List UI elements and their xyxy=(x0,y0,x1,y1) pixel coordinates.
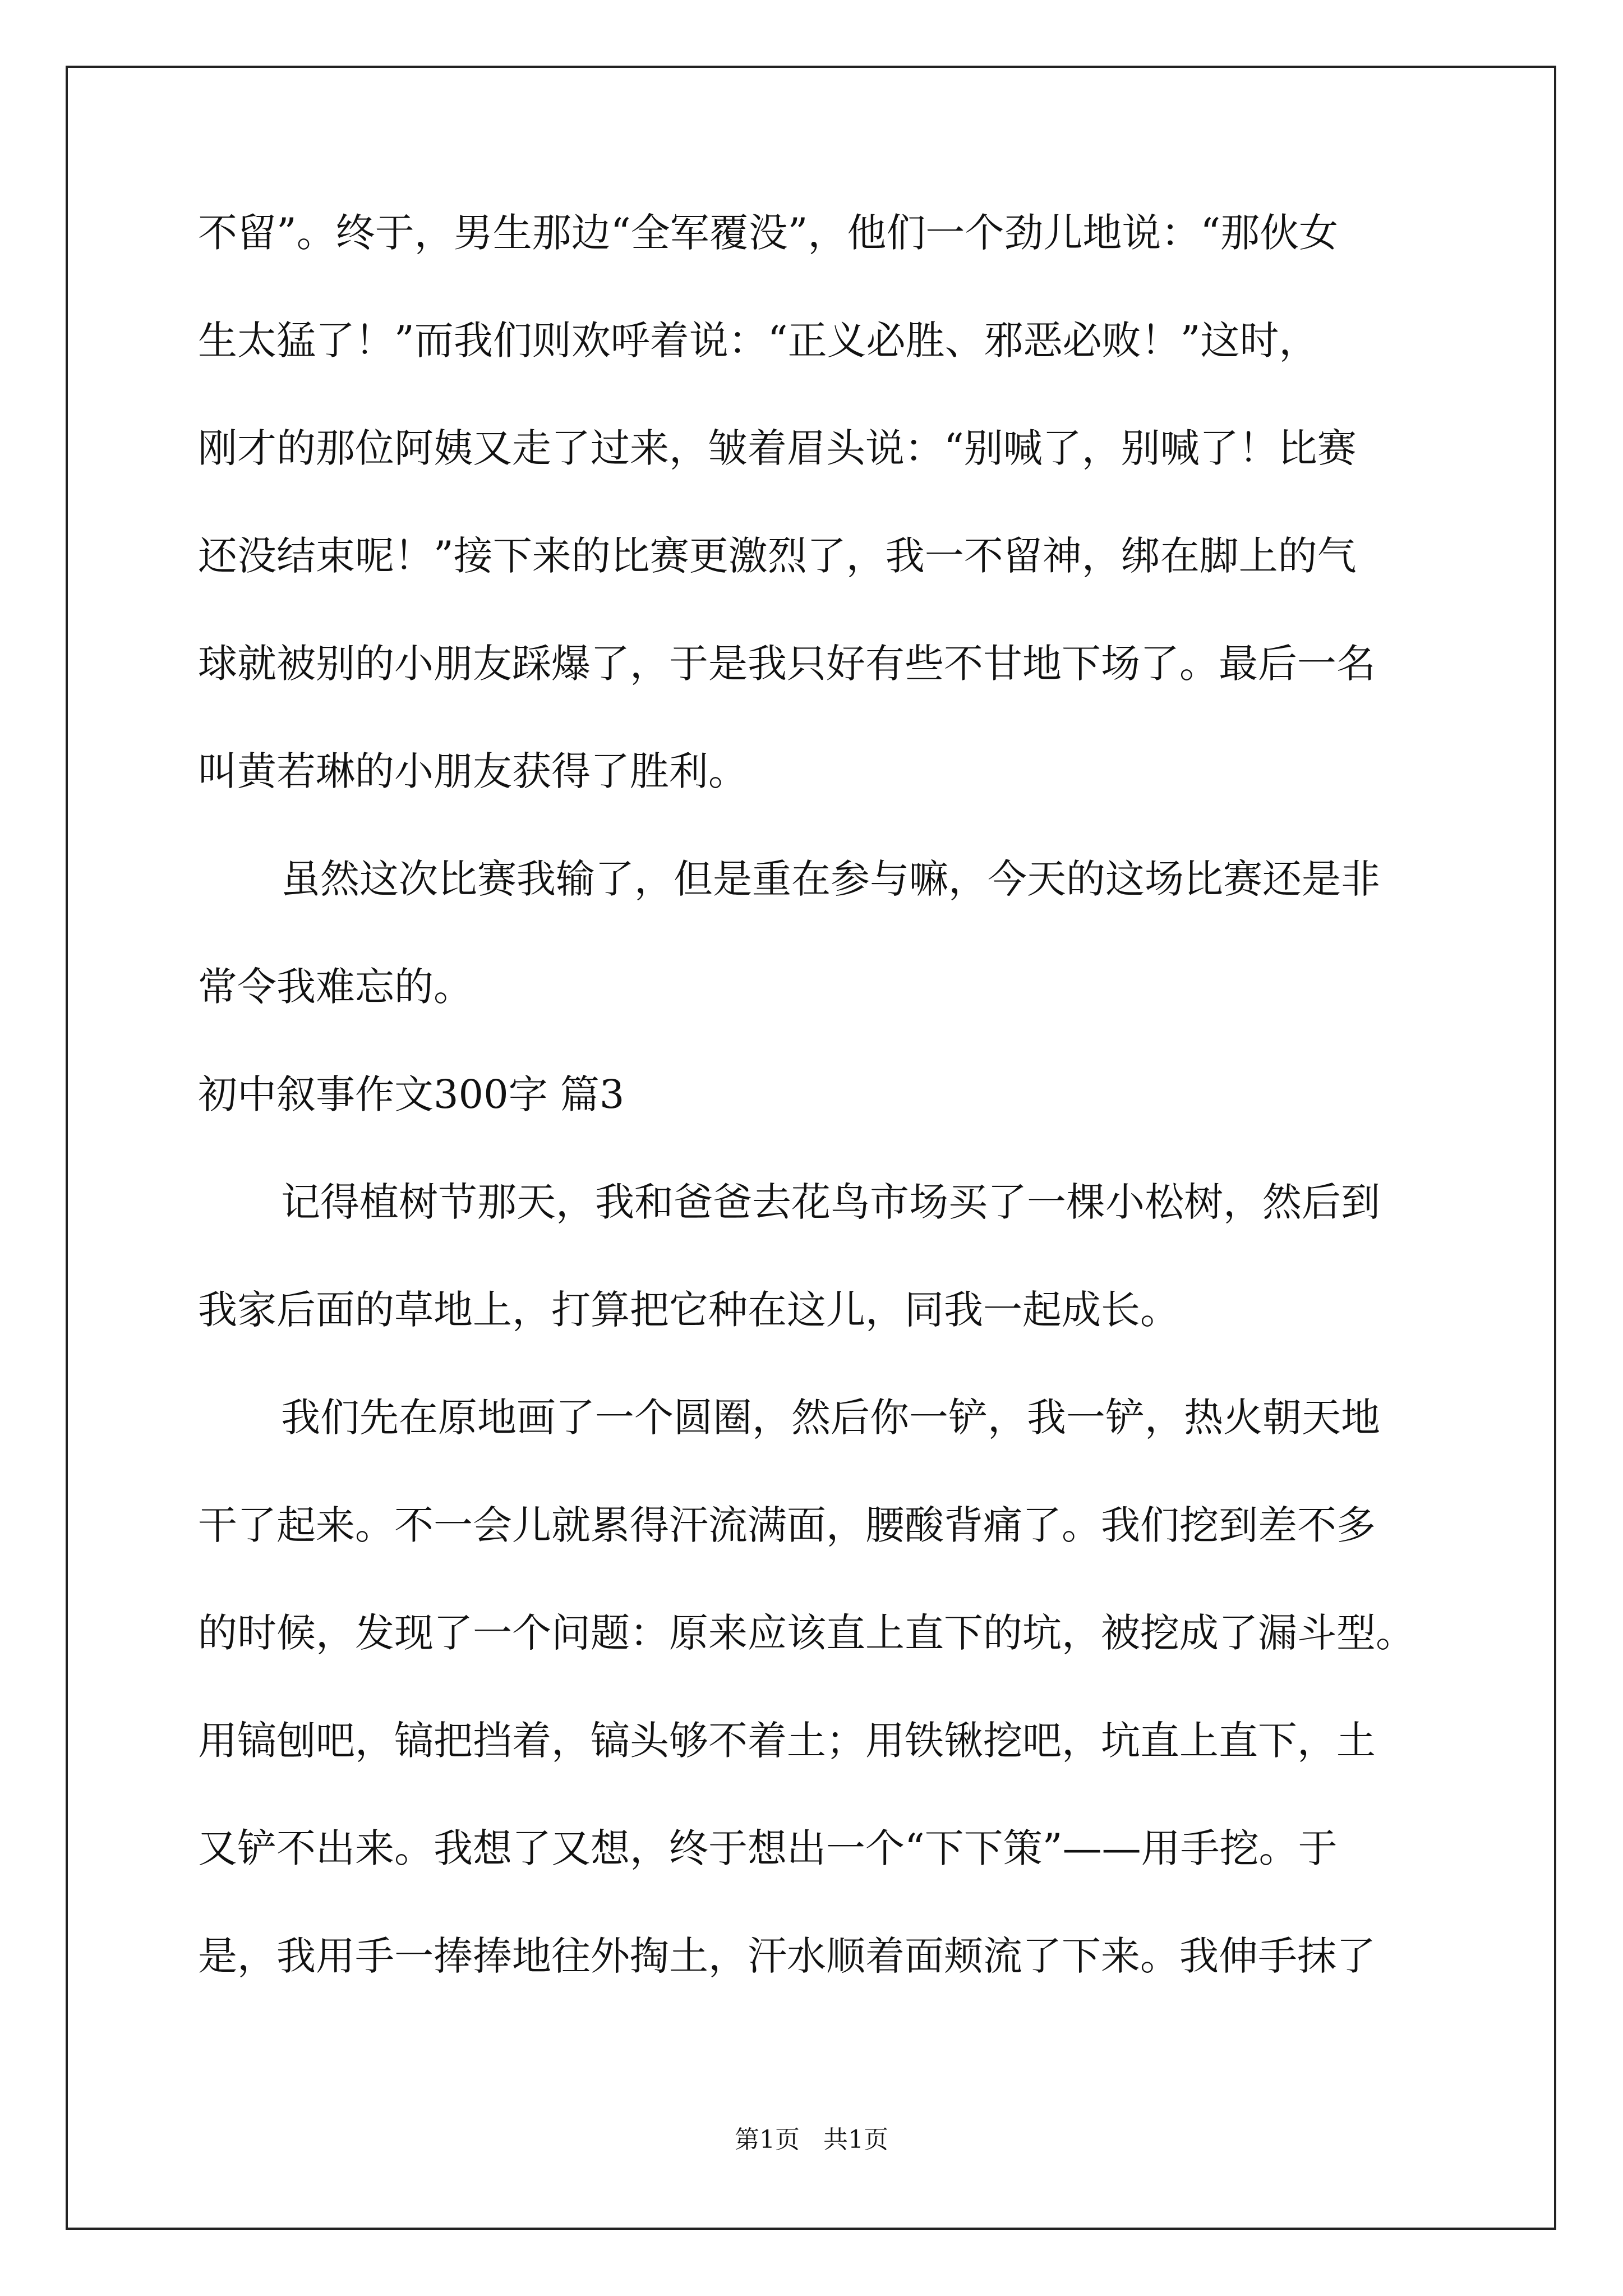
text-line: 刚才的那位阿姨又走了过来，皱着眉头说：“别喊了，别喊了！比赛 xyxy=(198,425,1357,471)
text-line: 还没结束呢！”接下来的比赛更激烈了，我一不留神，绑在脚上的气 xyxy=(198,533,1357,579)
text-line: 又铲不出来。我想了又想，终于想出一个“下下策”——用手挖。于 xyxy=(198,1825,1338,1871)
document-body xyxy=(198,210,1432,2044)
text-line: 生太猛了！”而我们则欢呼着说：“正义必胜、邪恶必败！”这时， xyxy=(198,318,1318,364)
paragraph-first-line: 记得植树节那天，我和爸爸去花鸟市场买了一棵小松树，然后到 xyxy=(281,1179,1380,1225)
paragraph-first-line: 虽然这次比赛我输了，但是重在参与嘛，今天的这场比赛还是非 xyxy=(281,856,1380,902)
page-footer: 第1页 共1页 xyxy=(735,2125,888,2154)
paragraph-first-line: 我们先在原地画了一个圆圈，然后你一铲，我一铲，热火朝天地 xyxy=(281,1395,1380,1441)
section-heading: 初中叙事作文300字 篇3 xyxy=(198,1071,625,1117)
text-line: 干了起来。不一会儿就累得汗流满面，腰酸背痛了。我们挖到差不多 xyxy=(198,1502,1376,1548)
text-line: 球就被别的小朋友踩爆了，于是我只好有些不甘地下场了。最后一名 xyxy=(198,641,1376,687)
text-line: 用镐刨吧，镐把挡着，镐头够不着土；用铁锹挖吧，坑直上直下，土 xyxy=(198,1718,1376,1764)
text-line: 的时候，发现了一个问题：原来应该直上直下的坑，被挖成了漏斗型。 xyxy=(198,1610,1415,1656)
text-line: 不留”。终于，男生那边“全军覆没”，他们一个劲儿地说：“那伙女 xyxy=(198,210,1339,256)
text-line: 是，我用手一捧捧地往外掏土，汗水顺着面颊流了下来。我伸手抹了 xyxy=(198,1933,1376,1979)
text-line: 叫黄若琳的小朋友获得了胜利。 xyxy=(198,748,748,794)
text-line: 常令我难忘的。 xyxy=(198,964,473,1010)
text-line: 我家后面的草地上，打算把它种在这儿，同我一起成长。 xyxy=(198,1287,1179,1333)
